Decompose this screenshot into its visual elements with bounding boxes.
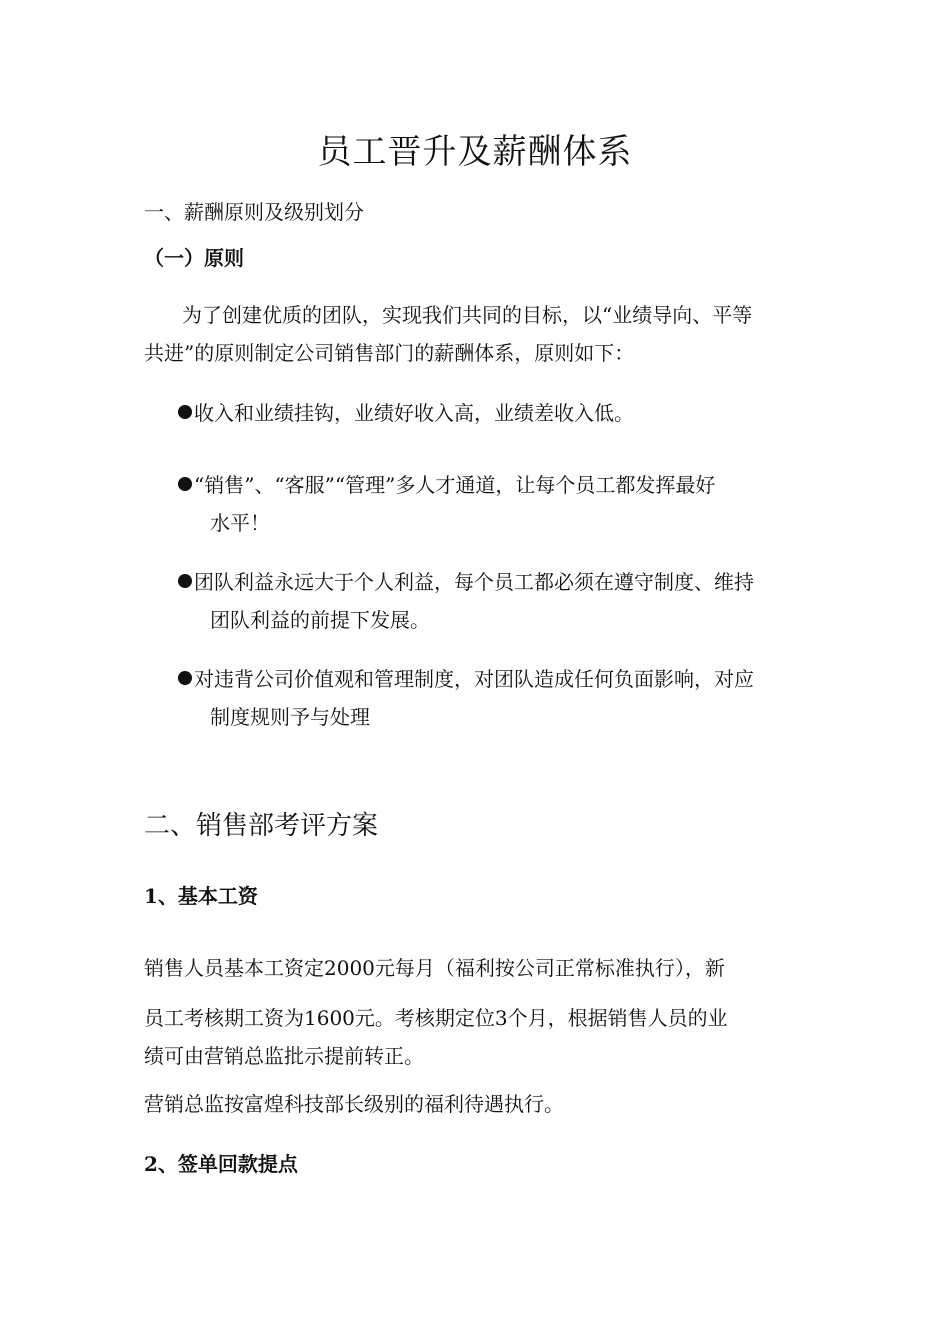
bullet-item-1: [178, 394, 808, 432]
bullet-text: 团队利益永远大于个人利益，每个员工都必须在遵守制度、维持: [194, 570, 754, 594]
item1-line-2: 员工考核期工资为1600元。考核期定位3个月，根据销售人员的业: [144, 1006, 728, 1030]
item1-line-4: 营销总监按富煌科技部长级别的福利待遇执行。: [144, 1092, 564, 1116]
item1-line-3: 绩可由营销总监批示提前转正。: [144, 1044, 424, 1068]
bullet-text-continued: 水平！: [210, 511, 270, 535]
bullet-text-continued: 制度规则予与处理: [210, 705, 370, 729]
item1-heading: 1、基本工资: [144, 884, 258, 908]
document-title: 员工晋升及薪酬体系: [317, 132, 633, 172]
intro-line-2: 共进”的原则制定公司销售部门的薪酬体系，原则如下：: [144, 341, 635, 365]
intro-line-1: 为了创建优质的团队，实现我们共同的目标，以“业绩导向、平等: [182, 303, 753, 327]
bullet-item-4: [178, 660, 808, 736]
bullet-text: 对违背公司价值观和管理制度，对团队造成任何负面影响，对应: [194, 667, 754, 691]
bullet-text: “销售”、“客服”“管理”多人才通道，让每个员工都发挥最好: [194, 473, 716, 497]
bullet-dot-icon: [178, 574, 192, 588]
item1-line-1: 销售人员基本工资定2000元每月（福利按公司正常标准执行），新: [144, 956, 725, 980]
section2-heading: 二、销售部考评方案: [144, 811, 379, 841]
bullet-item-2: [178, 466, 808, 542]
section1-heading: 一、薪酬原则及级别划分: [144, 200, 364, 224]
bullet-text-continued: 团队利益的前提下发展。: [210, 608, 430, 632]
section1-subheading: （一）原则: [144, 246, 244, 270]
bullet-dot-icon: [178, 405, 192, 419]
bullet-dot-icon: [178, 671, 192, 685]
item2-heading: 2、签单回款提点: [144, 1152, 298, 1176]
bullet-dot-icon: [178, 477, 192, 491]
intro-paragraph: [144, 296, 808, 372]
bullet-text: 收入和业绩挂钩，业绩好收入高，业绩差收入低。: [194, 401, 634, 425]
bullet-item-3: [178, 563, 808, 639]
